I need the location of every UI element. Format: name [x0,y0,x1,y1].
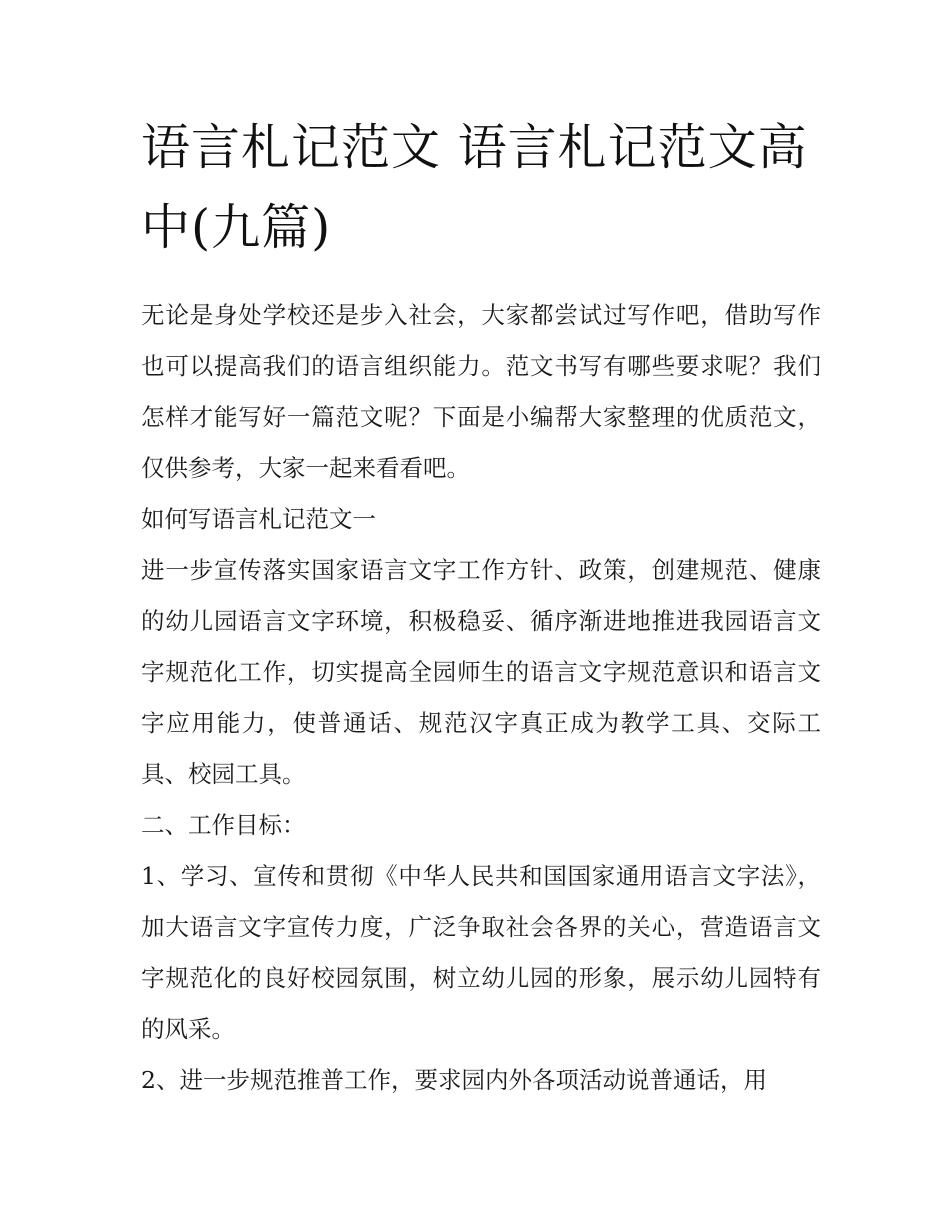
document-title: 语言札记范文 语言札记范文高中(九篇) [141,119,808,256]
document-body [141,290,821,1106]
subsection-heading: 二、工作目标： [141,811,306,839]
list-item: 2、进一步规范推普工作，要求园内外各项活动说普通话，用 [141,1066,767,1094]
document-page [141,108,821,1106]
body-paragraph: 进一步宣传落实国家语言文字工作方针、政策，创建规范、健康的幼儿园语言文字环境，积极稳妥、循序渐进地推进我园语言文字规范化工作，切实提高全园师生的语言文字规范意识和语言文字应用能力，使普通话、规范汉字真正成为教学工具、交际工具、校园工具。 [141,556,821,788]
intro-paragraph: 无论是身处学校还是步入社会，大家都尝试过写作吧，借助写作也可以提高我们的语言组织能力。范文书写有哪些要求呢？我们怎样才能写好一篇范文呢？下面是小编帮大家整理的优质范文，仅供参考，大家一起来看看吧。 [141,301,821,482]
section-heading: 如何写语言札记范文一 [141,505,376,533]
list-item: 1、学习、宣传和贯彻《中华人民共和国国家通用语言文字法》，加大语言文字宣传力度，广泛争取社会各界的关心，营造语言文字规范化的良好校园氛围，树立幼儿园的形象，展示幼儿园特有的风采。 [141,862,821,1043]
